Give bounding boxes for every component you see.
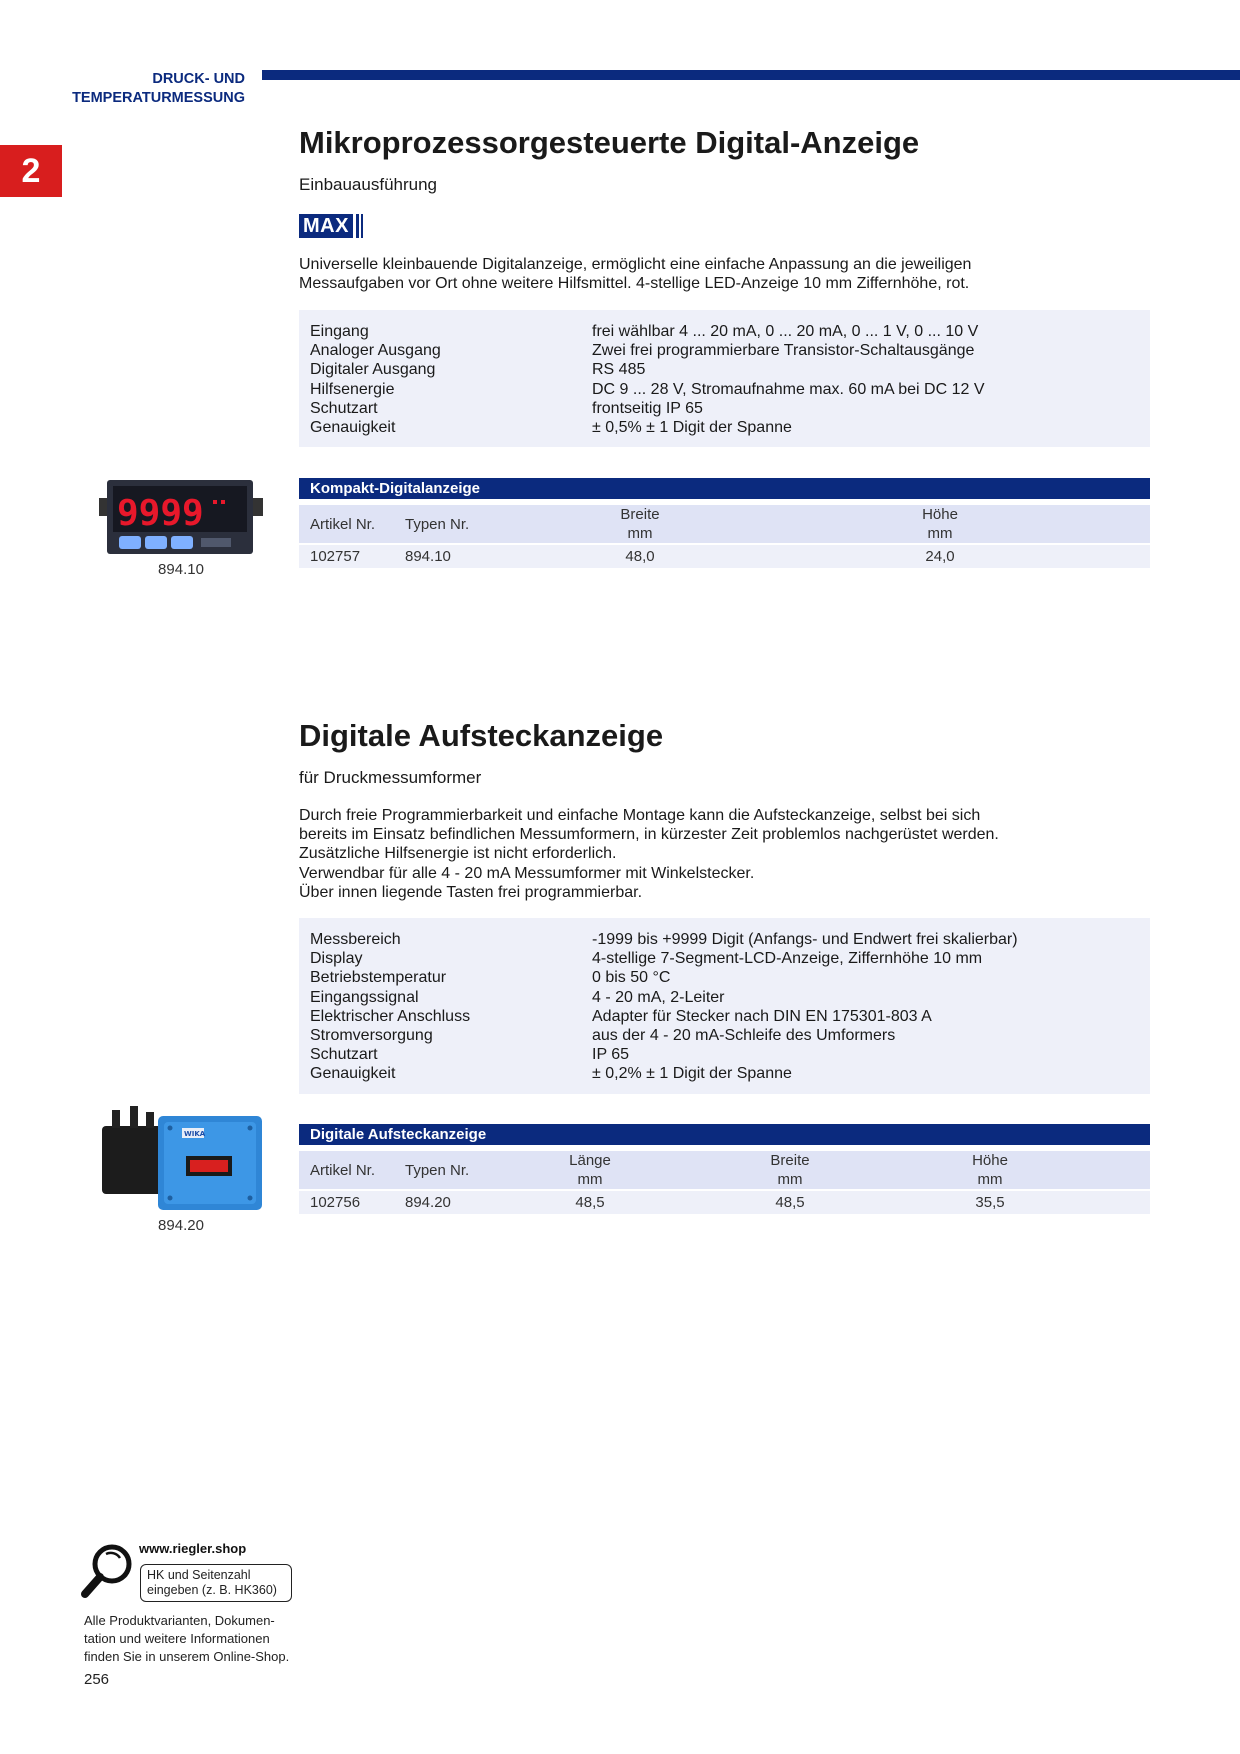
status-led: [213, 500, 217, 504]
brand-label: WIKA: [184, 1130, 206, 1138]
shop-link[interactable]: www.riegler.shop: [139, 1541, 247, 1556]
hint-line: HK und Seitenzahl: [147, 1568, 251, 1582]
digital-panel-display-image: [97, 478, 267, 558]
spec-key: Digitaler Ausgang: [310, 361, 436, 379]
col-artikel: Artikel Nr.: [310, 1161, 376, 1179]
section1-table: [299, 478, 1150, 568]
cell-typen: 894.20: [405, 1194, 451, 1211]
connector-pin: [146, 1112, 154, 1128]
spec-key: Analoger Ausgang: [310, 342, 441, 360]
connector-pin: [112, 1110, 120, 1128]
logo-stripe: [356, 214, 359, 238]
section1-title: Mikroprozessorgesteuerte Digital-Anzeige: [299, 125, 920, 160]
spec-value: ± 0,2% ± 1 Digit der Spanne: [592, 1065, 792, 1083]
description-line: Über innen liegende Tasten frei programmierbar.: [299, 883, 643, 901]
max-brand-logo: [299, 214, 363, 238]
col-typen: Typen Nr.: [405, 1161, 470, 1179]
col-laenge: [515, 1151, 665, 1189]
footer-note: [84, 1612, 289, 1666]
spec-row: [299, 930, 1150, 949]
spec-row: [299, 322, 1150, 341]
cell-typen: 894.10: [405, 548, 451, 565]
spec-key: Eingangssignal: [310, 988, 419, 1006]
angle-connector: [102, 1126, 164, 1194]
down-button-icon: [145, 536, 167, 549]
section1-subtitle: Einbauausführung: [299, 175, 438, 194]
spec-row: [299, 380, 1150, 399]
note-line: finden Sie in unserem Online-Shop.: [84, 1649, 290, 1664]
button-icon: [119, 536, 141, 549]
spec-row: [299, 418, 1150, 437]
spec-value: IP 65: [592, 1046, 630, 1064]
spacer: [735, 505, 845, 543]
col-unit: mm: [927, 525, 953, 542]
category-title: [30, 70, 245, 108]
description-line: Zusätzliche Hilfsenergie ist nicht erforderlich.: [299, 845, 617, 863]
spec-value: 0 bis 50 °C: [592, 969, 671, 987]
spec-key: Genauigkeit: [310, 419, 396, 437]
description-line: Messaufgaben vor Ort ohne weitere Hilfsmittel. 4-stellige LED-Anzeige 10 mm Ziffernhöhe, rot.: [299, 275, 970, 293]
cell-laenge: 48,5: [575, 1194, 605, 1211]
image-caption: 894.10: [158, 561, 204, 578]
section1-description: [299, 255, 1159, 293]
screw-icon: [248, 1126, 253, 1131]
description-line: Durch freie Programmierbarkeit und einfache Montage kann die Aufsteckanzeige, selbst bei sich: [299, 807, 981, 824]
col-breite-label: Breite: [770, 1152, 810, 1169]
category-line-2: TEMPERATURMESSUNG: [72, 90, 245, 106]
status-led: [221, 500, 225, 504]
connector-pin: [130, 1106, 138, 1128]
section2-subtitle: für Druckmessumformer: [299, 768, 482, 787]
spec-row: [299, 341, 1150, 360]
table-row: [299, 1191, 1150, 1214]
cell-hoehe: 35,5: [975, 1194, 1005, 1211]
spec-value: RS 485: [592, 361, 646, 379]
col-breite: [545, 505, 735, 543]
spec-value: Zwei frei programmierbare Transistor-Schaltausgänge: [592, 342, 975, 360]
plug-on-display-image: [98, 1104, 268, 1214]
max-brand-text: MAX: [299, 214, 353, 238]
logo-stripe: [361, 214, 363, 238]
spec-value: 4-stellige 7-Segment-LCD-Anzeige, Ziffernhöhe 10 mm: [592, 950, 983, 968]
table-title: Digitale Aufsteckanzeige: [299, 1124, 1150, 1145]
cell-hoehe: 24,0: [925, 548, 955, 565]
spec-row: [299, 399, 1150, 418]
section2-description: [299, 806, 1159, 902]
spec-row: [299, 1064, 1150, 1083]
col-hoehe-label: Höhe: [972, 1152, 1008, 1169]
spec-value: ± 0,5% ± 1 Digit der Spanne: [592, 419, 792, 437]
cell-breite: 48,0: [625, 548, 655, 565]
spec-row: [299, 968, 1150, 987]
spec-key: Hilfsenergie: [310, 380, 395, 398]
col-artikel: Artikel Nr.: [310, 515, 376, 533]
spec-row: [299, 988, 1150, 1007]
col-hoehe: [915, 1151, 1065, 1189]
spec-row: [299, 949, 1150, 968]
col-breite-label: Breite: [620, 506, 660, 523]
screw-icon: [168, 1126, 173, 1131]
spec-value: aus der 4 - 20 mA-Schleife des Umformers: [592, 1027, 896, 1045]
note-line: tation und weitere Informationen: [84, 1631, 270, 1646]
table-header-row: [299, 505, 1150, 543]
display-digits: 9999: [117, 493, 204, 534]
spec-value: frontseitig IP 65: [592, 399, 703, 417]
table-title: Kompakt-Digitalanzeige: [299, 478, 1150, 499]
page-number: 256: [84, 1671, 110, 1688]
spec-value: frei wählbar 4 ... 20 mA, 0 ... 20 mA, 0 ... 1 V, 0 ... 10 V: [592, 323, 979, 340]
image-caption: 894.20: [158, 1217, 204, 1234]
spacer: [865, 1151, 915, 1189]
spec-row: [299, 1045, 1150, 1064]
spec-value: -1999 bis +9999 Digit (Anfangs- und Endwert frei skalierbar): [592, 931, 1018, 948]
spec-key: Eingang: [310, 323, 369, 340]
col-unit: mm: [627, 525, 653, 542]
spacer: [665, 1151, 715, 1189]
screw-icon: [248, 1196, 253, 1201]
spec-row: [299, 360, 1150, 379]
section2-title: Digitale Aufsteckanzeige: [299, 718, 664, 753]
spacer: [865, 1191, 915, 1214]
hint-line: eingeben (z. B. HK360): [147, 1583, 277, 1597]
spec-key: Messbereich: [310, 931, 401, 948]
description-line: Universelle kleinbauende Digitalanzeige, ermöglicht eine einfache Anpassung an die jeweiligen: [299, 256, 972, 273]
col-hoehe: [845, 505, 1035, 543]
col-breite: [715, 1151, 865, 1189]
spacer: [735, 545, 845, 568]
cell-artikel: 102756: [310, 1194, 361, 1211]
col-laenge-label: Länge: [569, 1152, 611, 1169]
spec-key: Genauigkeit: [310, 1065, 396, 1083]
spec-key: Display: [310, 950, 363, 968]
header-bar: [262, 70, 1240, 80]
table-header-row: [299, 1151, 1150, 1189]
cell-breite: 48,5: [775, 1194, 805, 1211]
spec-key: Schutzart: [310, 1046, 378, 1064]
section2-spec-box: [299, 918, 1150, 1094]
chapter-tab: 2: [0, 145, 62, 197]
spacer: [665, 1191, 715, 1214]
description-line: Verwendbar für alle 4 - 20 mA Messumformer mit Winkelstecker.: [299, 864, 755, 882]
section2-table: [299, 1124, 1150, 1214]
cell-artikel: 102757: [310, 548, 361, 565]
spec-key: Stromversorgung: [310, 1027, 433, 1045]
note-line: Alle Produktvarianten, Dokumen-: [84, 1613, 275, 1628]
section1-spec-box: [299, 310, 1150, 447]
spec-value: DC 9 ... 28 V, Stromaufnahme max. 60 mA bei DC 12 V: [592, 380, 985, 398]
label-plate: [201, 538, 231, 547]
spec-value: 4 - 20 mA, 2-Leiter: [592, 988, 725, 1006]
screw-icon: [168, 1196, 173, 1201]
up-button-icon: [171, 536, 193, 549]
col-unit: mm: [977, 1171, 1003, 1188]
spec-key: Elektrischer Anschluss: [310, 1007, 471, 1025]
col-unit: mm: [777, 1171, 803, 1188]
spec-row: [299, 1026, 1150, 1045]
spec-row: [299, 1007, 1150, 1026]
col-hoehe-label: Höhe: [922, 506, 958, 523]
spec-key: Schutzart: [310, 399, 378, 417]
category-line-1: DRUCK- UND: [152, 71, 245, 87]
lcd-digits: [190, 1160, 228, 1172]
table-row: [299, 545, 1150, 568]
col-typen: Typen Nr.: [405, 515, 470, 533]
search-hint-box: [140, 1564, 292, 1602]
spec-value: Adapter für Stecker nach DIN EN 175301-803 A: [592, 1007, 932, 1025]
description-line: bereits im Einsatz befindlichen Messumformern, in kürzester Zeit problemlos nachgerüstet werden.: [299, 826, 999, 844]
magnifier-icon: [80, 1542, 136, 1600]
spec-key: Betriebstemperatur: [310, 969, 447, 987]
col-unit: mm: [577, 1171, 603, 1188]
